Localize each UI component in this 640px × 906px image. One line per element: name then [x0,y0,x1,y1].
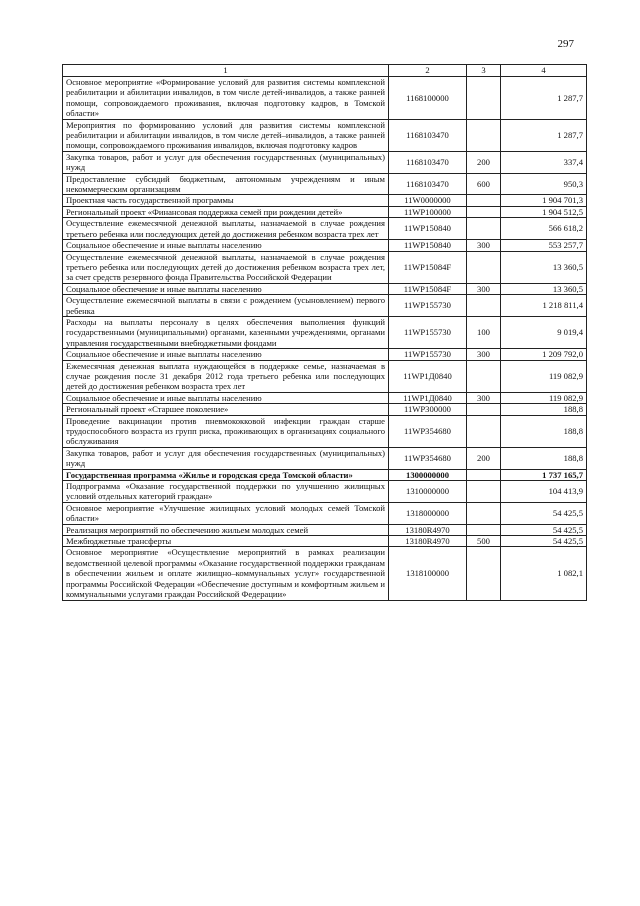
row-amount: 950,3 [501,173,587,195]
table-row [63,404,587,415]
table-row [63,295,587,317]
row-name: Межбюджетные трансферты [63,536,389,547]
row-name: Основное мероприятие «Осуществление мероприятий в рамках реализации ведомственной целевой программы «Оказание государственной поддержки гражданам в обеспечении жильем и оплате жилищно–коммунальных услуг» государственной программы Российской Федерации «Обеспечение доступным и комфортным жильем и коммунальными услугами граждан Российской Федерации» [63,547,389,600]
row-code: 11W0000000 [389,195,467,206]
table-row [63,316,587,348]
row-name: Государственная программа «Жилье и городская среда Томской области» [63,469,389,480]
row-code: 11WP155730 [389,349,467,360]
row-name: Основное мероприятие «Формирование условий для развития системы комплексной реабилитации и абилитации инвалидов, в том числе детей-инвалидов, а также ранней помощи, сопровождаемого проживания, включая подготовку кадров, в Томской области» [63,77,389,120]
row-expense-type [467,77,501,120]
row-expense-type [467,360,501,392]
row-expense-type [467,547,501,600]
table-row [63,77,587,120]
row-name: Мероприятия по формированию условий для развития системы комплексной реабилитации и абилитации инвалидов, в том числе детей–инвалидов, а также ранней помощи, сопровождаемого проживания инвалидов, включая подготовку кадров [63,119,389,151]
header-col-1: 1 [63,65,389,77]
row-name: Региональный проект «Финансовая поддержка семей при рождении детей» [63,206,389,217]
row-amount: 13 360,5 [501,283,587,294]
row-expense-type [467,119,501,151]
row-code: 1318100000 [389,547,467,600]
row-expense-type: 600 [467,173,501,195]
row-expense-type [467,404,501,415]
table-row [63,481,587,503]
row-expense-type [467,218,501,240]
row-name: Закупка товаров, работ и услуг для обеспечения государственных (муниципальных) нужд [63,151,389,173]
row-amount: 13 360,5 [501,251,587,283]
row-amount: 188,8 [501,404,587,415]
row-expense-type [467,469,501,480]
row-code: 11WP150840 [389,218,467,240]
row-amount: 188,8 [501,447,587,469]
row-code: 1300000000 [389,469,467,480]
row-name: Предоставление субсидий бюджетным, автономным учреждениям и иным некоммерческим организациям [63,173,389,195]
table-row [63,547,587,600]
row-name: Реализация мероприятий по обеспечению жильем молодых семей [63,524,389,535]
row-name: Осуществление ежемесячной выплаты в связи с рождением (усыновлением) первого ребенка [63,295,389,317]
row-expense-type: 200 [467,151,501,173]
row-code: 11WP15084F [389,283,467,294]
row-amount: 337,4 [501,151,587,173]
row-expense-type: 300 [467,349,501,360]
row-code: 11WP1Д0840 [389,392,467,403]
table-row [63,251,587,283]
table-row [63,469,587,480]
row-expense-type: 300 [467,283,501,294]
row-code: 11WP155730 [389,295,467,317]
row-name: Закупка товаров, работ и услуг для обеспечения государственных (муниципальных) нужд [63,447,389,469]
row-name: Основное мероприятие «Улучшение жилищных условий молодых семей Томской области» [63,502,389,524]
table-row [63,151,587,173]
row-amount: 188,8 [501,415,587,447]
row-code: 1168103470 [389,119,467,151]
row-code: 11WP155730 [389,316,467,348]
row-amount: 1 287,7 [501,77,587,120]
row-code: 13180R4970 [389,536,467,547]
row-expense-type: 200 [467,447,501,469]
row-name: Региональный проект «Старшее поколение» [63,404,389,415]
table-row [63,536,587,547]
row-code: 11WP354680 [389,415,467,447]
row-name: Проектная часть государственной программы [63,195,389,206]
row-expense-type [467,195,501,206]
row-code: 11WP354680 [389,447,467,469]
row-code: 11WP300000 [389,404,467,415]
row-name: Социальное обеспечение и иные выплаты населению [63,392,389,403]
row-expense-type [467,524,501,535]
row-amount: 54 425,5 [501,536,587,547]
row-name: Проведение вакцинации против пневмококковой инфекции граждан старше трудоспособного возраста из групп риска, проживающих в организациях социального обслуживания [63,415,389,447]
row-amount: 104 413,9 [501,481,587,503]
row-code: 11WP100000 [389,206,467,217]
row-amount: 54 425,5 [501,502,587,524]
table-row [63,360,587,392]
row-code: 1318000000 [389,502,467,524]
table-header-row [63,65,587,77]
row-name: Осуществление ежемесячной денежной выплаты, назначаемой в случае рождения третьего ребенка или последующих детей до достижения ребенком возраста трех лет, за счет средств резервного фонда Правительства Российской Федерации [63,251,389,283]
row-amount: 1 287,7 [501,119,587,151]
row-amount: 1 218 811,4 [501,295,587,317]
row-code: 11WP150840 [389,240,467,251]
page-number: 297 [557,38,574,50]
row-expense-type [467,206,501,217]
table-row [63,206,587,217]
row-amount: 1 737 165,7 [501,469,587,480]
table-row [63,349,587,360]
header-col-3: 3 [467,65,501,77]
row-name: Ежемесячная денежная выплата нуждающейся в поддержке семье, назначаемая в случае рождения после 31 декабря 2012 года третьего ребенка или последующих детей до достижения ребенком возраста трех лет [63,360,389,392]
table-row [63,283,587,294]
row-expense-type [467,481,501,503]
row-name: Осуществление ежемесячной денежной выплаты, назначаемой в случае рождения третьего ребенка или последующих детей до достижения ребенком возраста трех лет [63,218,389,240]
row-name: Подпрограмма «Оказание государственной поддержки по улучшению жилищных условий отдельных категорий граждан» [63,481,389,503]
table-row [63,240,587,251]
row-name: Расходы на выплаты персоналу в целях обеспечения выполнения функций государственными (муниципальными) органами, казенными учреждениями, органами управления государственными внебюджетными фондами [63,316,389,348]
row-expense-type: 300 [467,392,501,403]
row-code: 1168103470 [389,173,467,195]
row-name: Социальное обеспечение и иные выплаты населению [63,283,389,294]
row-code: 1310000000 [389,481,467,503]
header-col-2: 2 [389,65,467,77]
row-expense-type [467,502,501,524]
row-expense-type: 500 [467,536,501,547]
row-expense-type: 100 [467,316,501,348]
row-amount: 566 618,2 [501,218,587,240]
table-row [63,195,587,206]
table-row [63,524,587,535]
row-amount: 1 082,1 [501,547,587,600]
row-code: 11WP1Д0840 [389,360,467,392]
row-amount: 1 904 701,3 [501,195,587,206]
table-body [63,77,587,601]
table-row [63,415,587,447]
budget-table [62,64,587,601]
row-code: 13180R4970 [389,524,467,535]
table-row [63,218,587,240]
row-code: 1168100000 [389,77,467,120]
row-name: Социальное обеспечение и иные выплаты населению [63,349,389,360]
table-row [63,502,587,524]
row-expense-type [467,295,501,317]
table-row [63,173,587,195]
row-amount: 119 082,9 [501,360,587,392]
row-amount: 1 209 792,0 [501,349,587,360]
row-expense-type [467,251,501,283]
row-code: 11WP15084F [389,251,467,283]
row-amount: 553 257,7 [501,240,587,251]
table-row [63,392,587,403]
row-code: 1168103470 [389,151,467,173]
table-row [63,119,587,151]
row-amount: 9 019,4 [501,316,587,348]
table-row [63,447,587,469]
row-name: Социальное обеспечение и иные выплаты населению [63,240,389,251]
row-expense-type: 300 [467,240,501,251]
header-col-4: 4 [501,65,587,77]
row-expense-type [467,415,501,447]
row-amount: 54 425,5 [501,524,587,535]
row-amount: 1 904 512,5 [501,206,587,217]
row-amount: 119 082,9 [501,392,587,403]
